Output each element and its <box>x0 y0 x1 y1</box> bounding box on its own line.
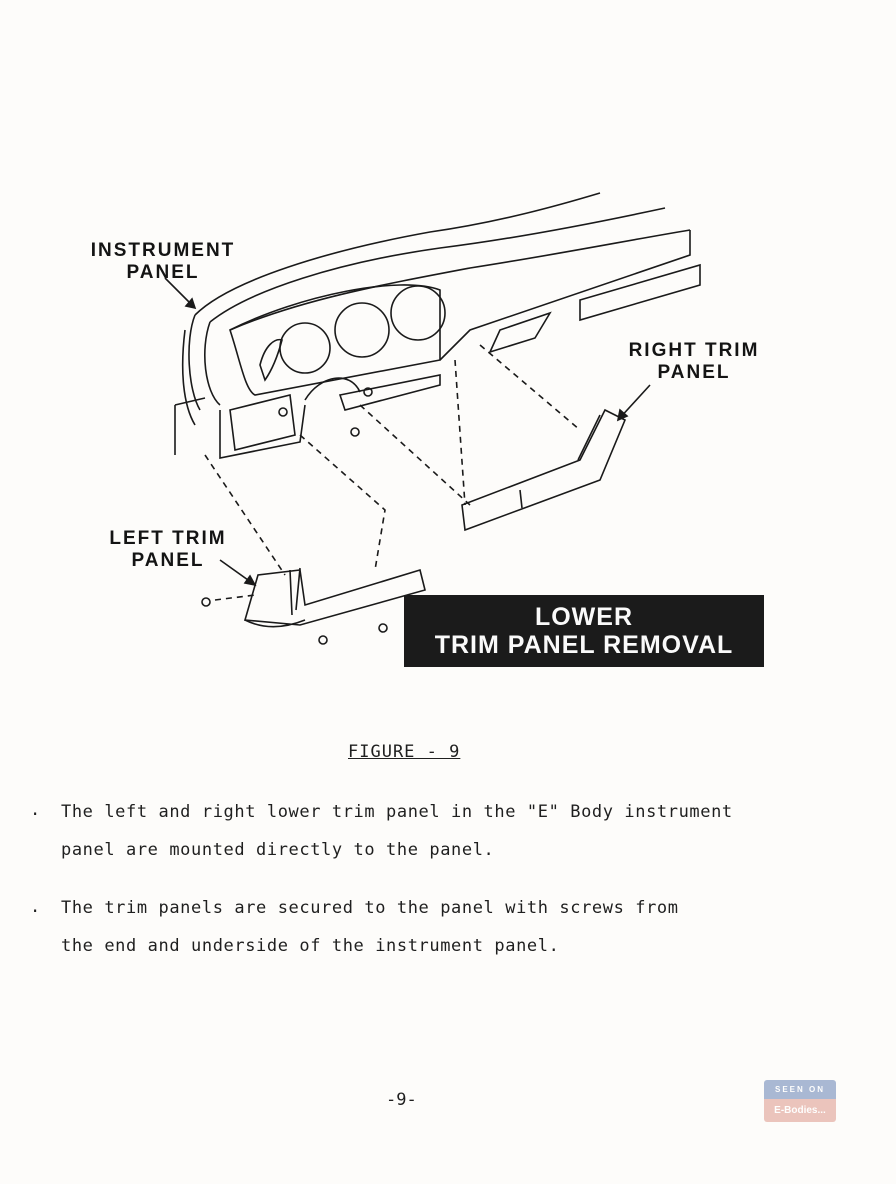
instrument-panel-label: INSTRUMENT PANEL <box>90 240 236 283</box>
page-number: -9- <box>386 1090 417 1110</box>
left-trim-panel-label: LEFT TRIM PANEL <box>109 528 227 571</box>
right-trim-panel-label: RIGHT TRIM PANEL <box>628 340 760 383</box>
screw-5 <box>279 408 287 416</box>
screw-1 <box>202 598 210 606</box>
seen-on-badge: SEEN ON E-Bodies... <box>764 1080 836 1122</box>
screw-2 <box>319 636 327 644</box>
figure-caption: FIGURE - 9 <box>348 742 461 762</box>
bullet-1: . <box>30 800 41 820</box>
bullet-2: . <box>30 897 41 917</box>
screw-3 <box>379 624 387 632</box>
paragraph-1: The left and right lower trim panel in the "E" Body instrument panel are mounted directly to the panel. <box>61 802 733 860</box>
figure-title-box: LOWER TRIM PANEL REMOVAL <box>404 595 764 667</box>
gauge-1 <box>280 323 330 373</box>
gauge-2 <box>335 303 389 357</box>
gauge-3 <box>391 286 445 340</box>
screw-4 <box>351 428 359 436</box>
paragraph-2: The trim panels are secured to the panel with screws from the end and underside of the instrument panel. <box>61 898 679 956</box>
